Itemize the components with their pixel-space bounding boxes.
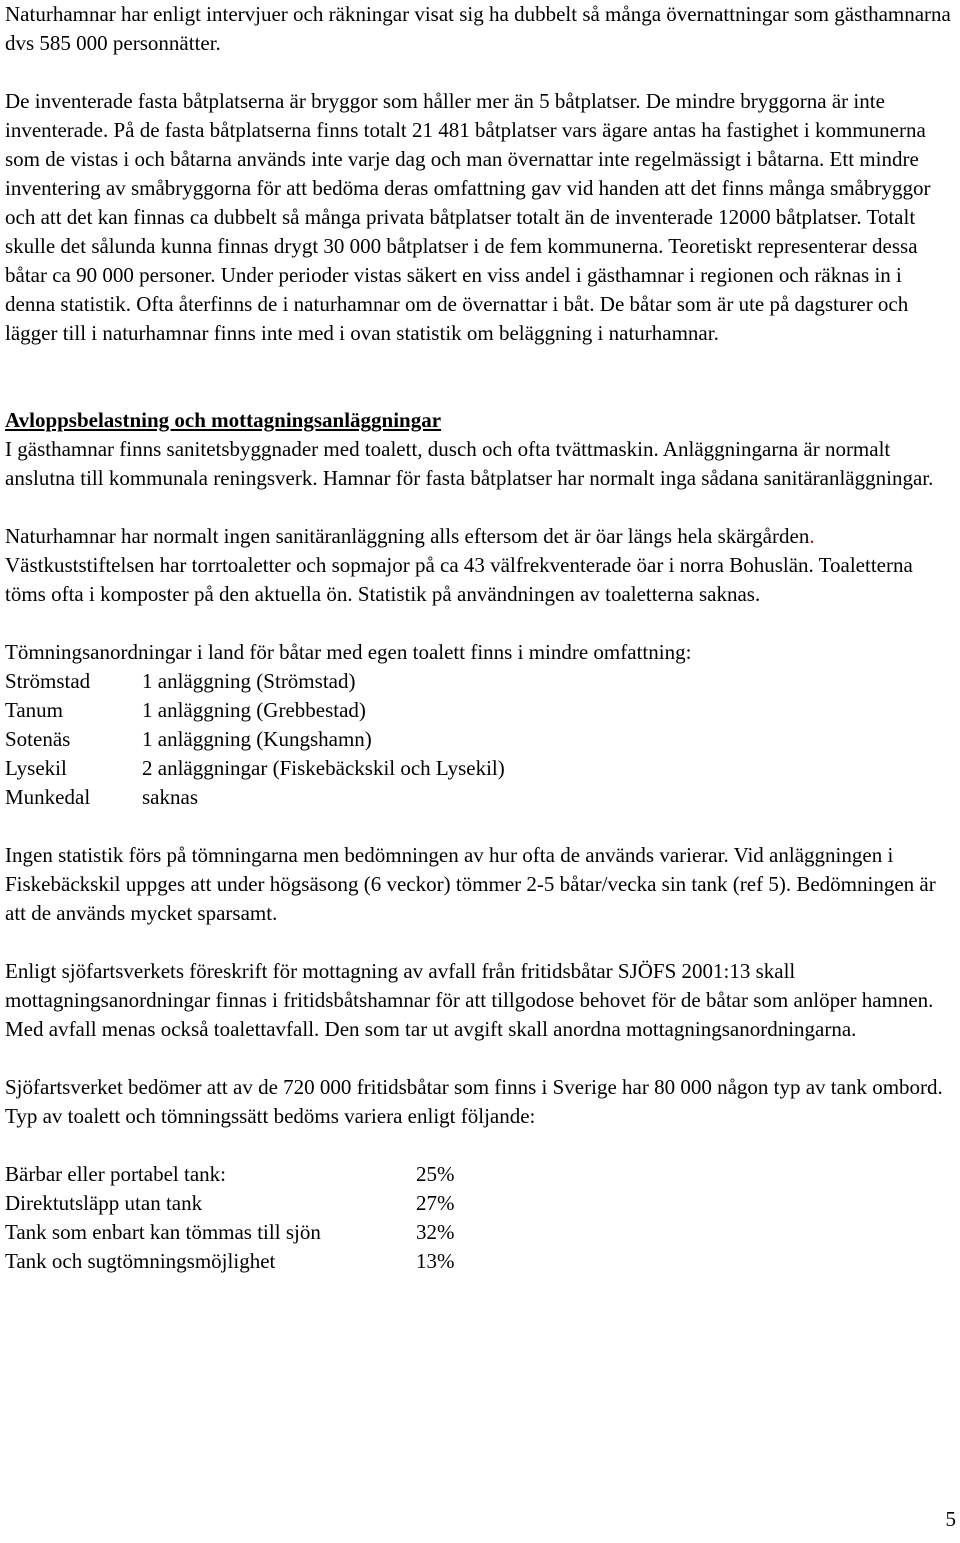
tank-type-row: [5, 1218, 957, 1247]
tank-type-label: Direktutsläpp utan tank: [5, 1191, 203, 1215]
section-paragraph-3: Ingen statistik förs på tömningarna men bedömningen av hur ofta de används varierar. Vid anläggningen i Fiskebäckskil uppges att under högsäsong (6 veckor) tömmer 2-5 båtar/vecka sin tank (ref 5). Bedömningen är att de används mycket sparsamt.: [5, 843, 936, 925]
facility-count: saknas: [142, 785, 198, 809]
facility-row: [5, 725, 957, 754]
spacer: [5, 609, 957, 638]
spacer: [5, 928, 957, 957]
tank-type-label: Tank som enbart kan tömmas till sjön: [5, 1220, 321, 1244]
tank-type-label: Bärbar eller portabel tank:: [5, 1162, 226, 1186]
facility-municipality: Lysekil: [5, 756, 67, 780]
tank-type-share: 25%: [416, 1162, 455, 1186]
facility-municipality: Sotenäs: [5, 727, 71, 751]
tank-type-row: [5, 1247, 957, 1276]
paragraph-2-text-b: Västkuststiftelsen har torrtoaletter och sopmajor på ca 43 välfrekventerade öar i norra Bohuslän. Toaletterna töms ofta i komposter på den aktuella ön. Statistik på användningen av toaletterna saknas.: [5, 553, 913, 606]
spacer: [5, 812, 957, 841]
tank-type-share: 13%: [416, 1249, 455, 1273]
tank-type-row: [5, 1189, 957, 1218]
document-page: [5, 0, 957, 1276]
intro-paragraph-1: Naturhamnar har enligt intervjuer och räkningar visat sig ha dubbelt så många övernattningar som gästhamnarna dvs 585 000 personnätter.: [5, 2, 951, 55]
page-number: 5: [945, 1507, 956, 1531]
spacer: [5, 58, 957, 87]
section-heading: Avloppsbelastning och mottagningsanläggningar: [5, 408, 442, 432]
spacer: [5, 493, 957, 522]
facility-count: 1 anläggning (Strömstad): [142, 669, 356, 693]
tank-type-label: Tank och sugtömningsmöjlighet: [5, 1249, 276, 1273]
intro-paragraph-2: De inventerade fasta båtplatserna är bryggor som håller mer än 5 båtplatser. De mindre bryggorna är inte inventerade. På de fasta båtplatserna finns totalt 21 481 båtplatser vars ägare antas ha fastighet i kommunerna som de vistas i och båtarna används inte varje dag och man övernattar inte regelmässigt i båtarna. Ett mindre inventering av småbryggorna för att bedöma deras omfattning gav vid handen att det finns många småbryggor och att det kan finnas ca dubbelt så många privata båtplatser totalt än de inventerade 12000 båtplatser. Totalt skulle det sålunda kunna finnas drygt 30 000 båtplatser i de fem kommunerna. Teoretiskt representerar dessa båtar ca 90 000 personer. Under perioder vistas säkert en viss andel i gästhamnar i regionen och räknas in i denna statistik. Ofta återfinns de i naturhamnar om de övernattar i båt. De båtar som är ute på dagsturer och lägger till i naturhamnar finns inte med i ovan statistik om beläggning i naturhamnar.: [5, 89, 931, 345]
tank-type-row: [5, 1160, 957, 1189]
section-paragraph-5: Sjöfartsverket bedömer att av de 720 000 fritidsbåtar som finns i Sverige har 80 000 någon typ av tank ombord. Typ av toalett och tömningssätt bedöms variera enligt följande:: [5, 1075, 943, 1128]
section-paragraph-4: Enligt sjöfartsverkets föreskrift för mottagning av avfall från fritidsbåtar SJÖFS 2001:13 skall mottagningsanordningar finnas i fritidsbåtshamnar för att tillgodose behovet för de båtar som anlöper hamnen. Med avfall menas också toalettavfall. Den som tar ut avgift skall anordna mottagningsanordningarna.: [5, 959, 934, 1041]
tank-type-list: [5, 1160, 957, 1276]
red-period: .: [809, 524, 815, 548]
facilities-list: [5, 667, 957, 812]
tank-type-share: 32%: [416, 1220, 455, 1244]
facility-count: 1 anläggning (Kungshamn): [142, 727, 372, 751]
section-paragraph-2: [5, 522, 957, 609]
facility-count: 1 anläggning (Grebbestad): [142, 698, 366, 722]
facility-municipality: Strömstad: [5, 669, 91, 693]
section-paragraph-1: I gästhamnar finns sanitetsbyggnader med toalett, dusch och ofta tvättmaskin. Anläggningarna är normalt anslutna till kommunala reningsverk. Hamnar för fasta båtplatser har normalt inga sådana sanitäranläggningar.: [5, 437, 934, 490]
facility-municipality: Tanum: [5, 698, 64, 722]
paragraph-2-text-a: Naturhamnar har normalt ingen sanitäranläggning alls eftersom det är öar längs hela skärgården: [5, 524, 810, 548]
facilities-intro: Tömningsanordningar i land för båtar med egen toalett finns i mindre omfattning:: [5, 640, 692, 664]
spacer: [5, 1044, 957, 1073]
tank-type-share: 27%: [416, 1191, 455, 1215]
spacer: [5, 348, 957, 406]
facility-row: [5, 754, 957, 783]
facility-row: [5, 696, 957, 725]
facility-row: [5, 667, 957, 696]
facility-row: [5, 783, 957, 812]
facility-count: 2 anläggningar (Fiskebäckskil och Lysekil): [142, 756, 505, 780]
spacer: [5, 1131, 957, 1160]
facility-municipality: Munkedal: [5, 785, 91, 809]
